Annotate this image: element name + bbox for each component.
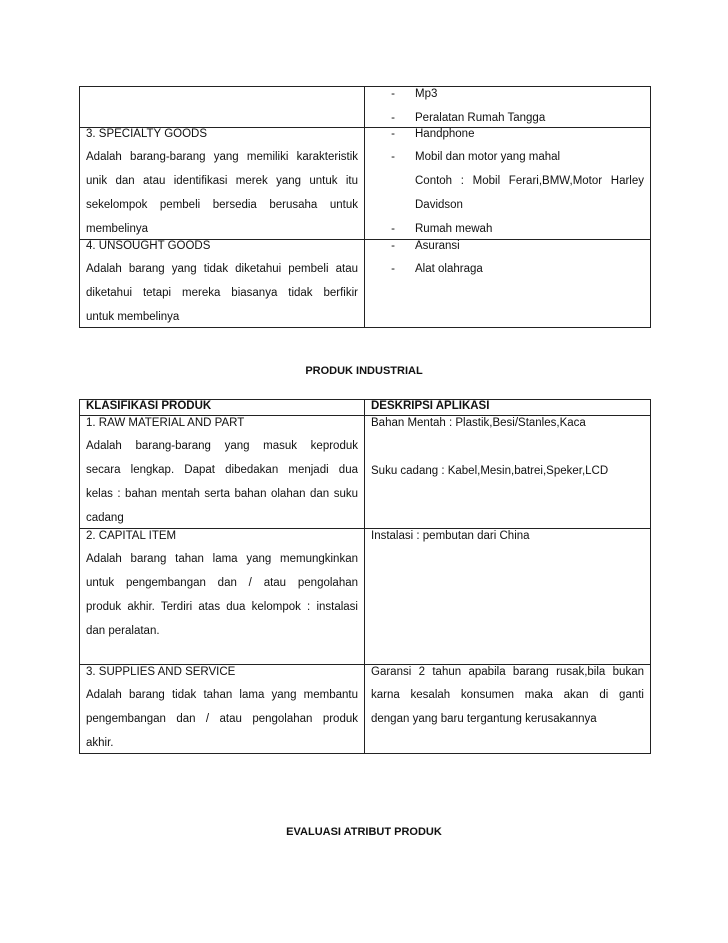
description-line: pengembangan dan / atau pengolahan produk	[86, 713, 358, 725]
description-line: cadang	[86, 512, 124, 524]
row-title: 3. SUPPLIES AND SERVICE	[86, 666, 236, 678]
description-line: membelinya	[86, 223, 148, 235]
list-item: Handphone	[415, 128, 475, 140]
right-cell	[365, 240, 651, 328]
description-line: Adalah barang-barang yang memiliki karakteristik	[86, 151, 358, 163]
section-heading-evaluasi: EVALUASI ATRIBUT PRODUK	[286, 826, 442, 838]
description-line: sekelompok pembeli bersedia berusaha untuk	[86, 199, 358, 211]
left-cell	[80, 529, 365, 665]
left-cell	[80, 128, 365, 240]
left-cell	[80, 416, 365, 529]
table-row	[80, 529, 651, 665]
left-cell	[80, 240, 365, 328]
table-row	[80, 240, 651, 328]
right-cell	[365, 87, 651, 128]
description-line	[371, 441, 644, 465]
description-line: produk akhir. Terdiri atas dua kelompok : instalasi	[86, 601, 358, 613]
list-item: Mp3	[415, 88, 438, 100]
description-line: diketahui tetapi mereka biasanya tidak berfikir	[86, 287, 358, 299]
bullet-dash	[371, 199, 415, 223]
description-line: untuk membelinya	[86, 311, 180, 323]
table-row	[80, 665, 651, 754]
list-item: Contoh : Mobil Ferari,BMW,Motor Harley	[415, 175, 644, 187]
description-line: kelas : bahan mentah serta bahan olahan dan suku	[86, 488, 358, 500]
description-line: akhir.	[86, 737, 114, 749]
industrial-products-table	[79, 399, 651, 754]
row-title: 4. UNSOUGHT GOODS	[86, 240, 211, 252]
description-line: dan peralatan.	[86, 625, 160, 637]
right-cell	[365, 529, 651, 665]
description-line: Adalah barang tahan lama yang memungkinkan	[86, 553, 358, 565]
description-line: secara lengkap. Dapat dibedakan menjadi dua	[86, 464, 358, 476]
list-item: Davidson	[415, 199, 463, 211]
description-line: Garansi 2 tahun apabila barang rusak,bila bukan	[371, 666, 644, 678]
bullet-dash: -	[391, 151, 395, 163]
table-header-row	[80, 400, 651, 416]
bullet-dash: -	[391, 88, 395, 100]
table-row	[80, 87, 651, 128]
consumer-goods-table	[79, 86, 651, 328]
description-line: Adalah barang yang tidak diketahui pembeli atau	[86, 263, 358, 275]
table-row	[80, 416, 651, 529]
list-item: Asuransi	[415, 240, 460, 252]
bullet-dash: -	[391, 240, 395, 252]
description-line: karna kesalah konsumen maka akan di ganti	[371, 689, 644, 701]
bullet-dash: -	[391, 263, 395, 275]
column-header: DESKRIPSI APLIKASI	[365, 400, 651, 416]
right-cell	[365, 128, 651, 240]
description-line: Bahan Mentah : Plastik,Besi/Stanles,Kaca	[371, 417, 586, 429]
bullet-dash	[371, 175, 415, 199]
row-title: 2. CAPITAL ITEM	[86, 530, 177, 542]
description-line: Adalah barang-barang yang masuk keproduk	[86, 440, 358, 452]
description-line: Adalah barang tidak tahan lama yang membantu	[86, 689, 358, 701]
table-row	[80, 128, 651, 240]
list-item: Peralatan Rumah Tangga	[415, 112, 546, 124]
list-item: Rumah mewah	[415, 223, 493, 235]
bullet-dash: -	[391, 112, 395, 124]
row-title: 1. RAW MATERIAL AND PART	[86, 417, 245, 429]
description-line: Instalasi : pembutan dari China	[371, 530, 530, 542]
right-cell	[365, 665, 651, 754]
column-header: KLASIFIKASI PRODUK	[80, 400, 365, 416]
bullet-dash: -	[391, 223, 395, 235]
description-line: Suku cadang : Kabel,Mesin,batrei,Speker,LCD	[371, 465, 609, 477]
right-cell	[365, 416, 651, 529]
section-heading-industrial: PRODUK INDUSTRIAL	[305, 365, 423, 377]
description-line: dengan yang baru tergantung kerusakannya	[371, 713, 597, 725]
list-item: Alat olahraga	[415, 263, 483, 275]
left-cell	[80, 665, 365, 754]
bullet-dash: -	[391, 128, 395, 140]
row-title: 3. SPECIALTY GOODS	[86, 128, 208, 140]
list-item: Mobil dan motor yang mahal	[415, 151, 561, 163]
description-line: untuk pengembangan dan / atau pengolahan	[86, 577, 358, 589]
left-cell	[80, 87, 365, 128]
description-line: unik dan atau identifikasi merek yang untuk itu	[86, 175, 358, 187]
